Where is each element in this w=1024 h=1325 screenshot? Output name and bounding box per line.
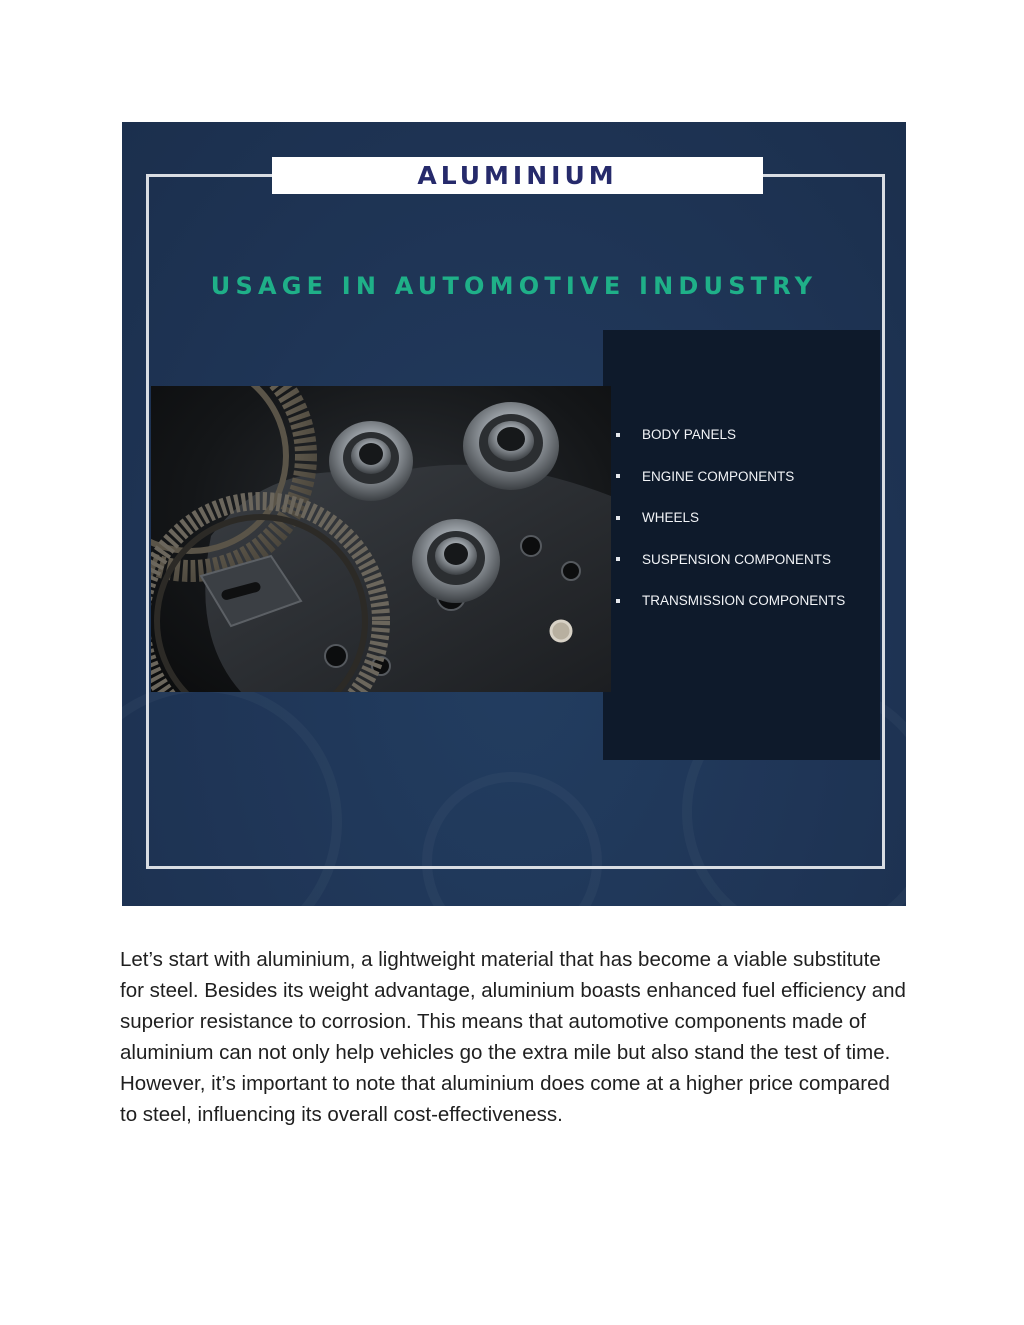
list-item <box>616 414 886 456</box>
body-paragraph: Let’s start with aluminium, a lightweight material that has become a viable substitute for steel. Besides its weight advantage, aluminium boasts enhanced fuel efficiency and superior resistance to corrosion. This means that automotive components made of aluminium can not only help vehicles go the extra mile but also stand the test of time. However, it’s important to note that aluminium does come at a higher price compared to steel, influencing its overall cost-effectiveness. <box>120 948 906 1126</box>
infographic-title: ALUMINIUM <box>417 161 618 190</box>
list-item <box>616 456 886 498</box>
aluminium-infographic <box>122 122 906 906</box>
usage-list <box>616 414 886 622</box>
usage-item-label: SUSPENSION COMPONENTS <box>642 551 832 567</box>
frame-top-left-line <box>146 174 272 177</box>
list-item <box>616 539 886 581</box>
bullet-icon <box>616 557 620 561</box>
bearings-and-gears-photo <box>151 386 611 692</box>
background-gear-decoration <box>422 772 602 906</box>
frame-bottom-line <box>146 866 885 869</box>
usage-item-label: ENGINE COMPONENTS <box>642 468 795 484</box>
usage-item-label: TRANSMISSION COMPONENTS <box>642 593 846 609</box>
list-item <box>616 580 886 622</box>
usage-item-label: BODY PANELS <box>642 427 737 443</box>
usage-item-label: WHEELS <box>642 510 700 526</box>
background-gear-decoration <box>122 682 342 906</box>
bullet-icon <box>616 474 620 478</box>
frame-top-right-line <box>763 174 885 177</box>
bullet-icon <box>616 433 620 437</box>
bearings-and-gears-illustration <box>151 386 611 692</box>
list-item <box>616 497 886 539</box>
title-banner <box>272 157 763 194</box>
infographic-subtitle: USAGE IN AUTOMOTIVE INDUSTRY <box>210 272 818 300</box>
bullet-icon <box>616 516 620 520</box>
bullet-icon <box>616 599 620 603</box>
